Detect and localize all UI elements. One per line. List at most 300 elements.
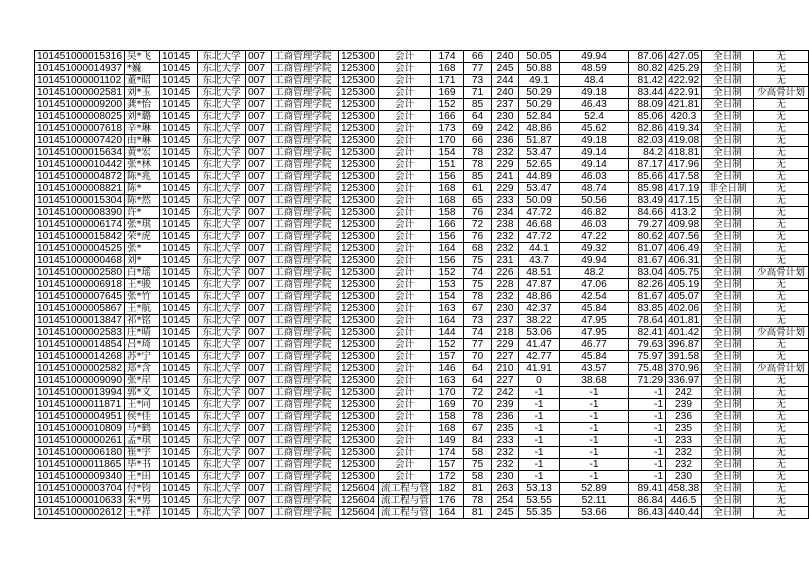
dept-name-cell: 工商管理学院 [272, 351, 339, 363]
school-name-cell: 东北大学 [198, 159, 246, 171]
final-score-cell: 230 [666, 471, 702, 483]
study-mode-cell: 全日制 [702, 51, 754, 63]
study-mode-cell: 全日制 [702, 507, 754, 519]
initial-total-cell: 236 [492, 411, 519, 423]
retest-score-1-cell: 43.7 [519, 255, 560, 267]
table-row [35, 243, 809, 255]
school-code-cell: 10145 [160, 435, 198, 447]
table-row [35, 159, 809, 171]
dept-name-cell: 工商管理学院 [272, 267, 339, 279]
retest-score-3-cell: 81.67 [629, 291, 666, 303]
candidate-id-cell: 101451000007645 [35, 291, 125, 303]
subject-score-1-cell: 156 [431, 231, 464, 243]
dept-code-cell: 007 [246, 411, 272, 423]
school-name-cell: 东北大学 [198, 375, 246, 387]
study-mode-cell: 全日制 [702, 327, 754, 339]
candidate-id-cell: 101451000015634 [35, 147, 125, 159]
dept-name-cell: 工商管理学院 [272, 99, 339, 111]
major-name-cell: 会计 [379, 75, 431, 87]
retest-score-1-cell: 50.05 [519, 51, 560, 63]
dept-name-cell: 工商管理学院 [272, 387, 339, 399]
name-cell: 白*瑶 [125, 267, 160, 279]
final-score-cell: 440.44 [666, 507, 702, 519]
dept-code-cell: 007 [246, 303, 272, 315]
retest-score-3-cell: 81.67 [629, 255, 666, 267]
dept-name-cell: 工商管理学院 [272, 195, 339, 207]
retest-score-2-cell: -1 [560, 435, 629, 447]
subject-score-1-cell: 166 [431, 111, 464, 123]
school-name-cell: 东北大学 [198, 459, 246, 471]
initial-total-cell: 240 [492, 87, 519, 99]
table-row [35, 435, 809, 447]
retest-score-3-cell: 86.43 [629, 507, 666, 519]
retest-score-2-cell: -1 [560, 423, 629, 435]
candidate-id-cell: 101451000015842 [35, 231, 125, 243]
retest-score-1-cell: 41.47 [519, 339, 560, 351]
special-plan-cell: 无 [754, 99, 809, 111]
study-mode-cell: 全日制 [702, 279, 754, 291]
dept-name-cell: 工商管理学院 [272, 507, 339, 519]
major-code-cell: 125300 [339, 195, 379, 207]
name-cell: 王*祥 [125, 507, 160, 519]
dept-name-cell: 工商管理学院 [272, 87, 339, 99]
school-name-cell: 东北大学 [198, 483, 246, 495]
initial-total-cell: 234 [492, 207, 519, 219]
subject-score-1-cell: 182 [431, 483, 464, 495]
retest-score-3-cell: -1 [629, 447, 666, 459]
subject-score-2-cell: 66 [464, 135, 492, 147]
special-plan-cell: 无 [754, 207, 809, 219]
retest-score-2-cell: -1 [560, 399, 629, 411]
retest-score-1-cell: 53.06 [519, 327, 560, 339]
major-code-cell: 125300 [339, 375, 379, 387]
candidate-id-cell: 101451000002612 [35, 507, 125, 519]
initial-total-cell: 227 [492, 375, 519, 387]
dept-name-cell: 工商管理学院 [272, 51, 339, 63]
retest-score-2-cell: 48.4 [560, 75, 629, 87]
school-name-cell: 东北大学 [198, 291, 246, 303]
initial-total-cell: 226 [492, 267, 519, 279]
candidate-id-cell: 101451000008025 [35, 111, 125, 123]
final-score-cell: 336.97 [666, 375, 702, 387]
study-mode-cell: 全日制 [702, 219, 754, 231]
subject-score-2-cell: 68 [464, 243, 492, 255]
retest-score-1-cell: 50.29 [519, 87, 560, 99]
final-score-cell: 233 [666, 435, 702, 447]
school-name-cell: 东北大学 [198, 435, 246, 447]
table-row [35, 363, 809, 375]
subject-score-1-cell: 164 [431, 243, 464, 255]
retest-score-2-cell: -1 [560, 471, 629, 483]
retest-score-2-cell: 43.57 [560, 363, 629, 375]
retest-score-3-cell: 71.29 [629, 375, 666, 387]
dept-name-cell: 工商管理学院 [272, 183, 339, 195]
major-name-cell: 会计 [379, 399, 431, 411]
retest-score-1-cell: 52.84 [519, 111, 560, 123]
school-code-cell: 10145 [160, 219, 198, 231]
study-mode-cell: 全日制 [702, 303, 754, 315]
major-code-cell: 125300 [339, 231, 379, 243]
retest-score-2-cell: 48.74 [560, 183, 629, 195]
school-code-cell: 10145 [160, 171, 198, 183]
school-name-cell: 东北大学 [198, 195, 246, 207]
school-code-cell: 10145 [160, 279, 198, 291]
dept-name-cell: 工商管理学院 [272, 231, 339, 243]
dept-name-cell: 工商管理学院 [272, 459, 339, 471]
major-code-cell: 125300 [339, 159, 379, 171]
retest-score-2-cell: 49.94 [560, 255, 629, 267]
dept-code-cell: 007 [246, 291, 272, 303]
retest-score-1-cell: 52.65 [519, 159, 560, 171]
dept-name-cell: 工商管理学院 [272, 363, 339, 375]
retest-score-1-cell: 55.35 [519, 507, 560, 519]
subject-score-2-cell: 78 [464, 147, 492, 159]
school-name-cell: 东北大学 [198, 327, 246, 339]
candidate-id-cell: 101451000013994 [35, 387, 125, 399]
major-name-cell: 会计 [379, 279, 431, 291]
candidate-id-cell: 101451000014268 [35, 351, 125, 363]
subject-score-1-cell: 171 [431, 75, 464, 87]
special-plan-cell: 无 [754, 351, 809, 363]
candidate-id-cell: 101451000002582 [35, 363, 125, 375]
table-row [35, 327, 809, 339]
major-code-cell: 125300 [339, 291, 379, 303]
dept-code-cell: 007 [246, 495, 272, 507]
dept-code-cell: 007 [246, 351, 272, 363]
retest-score-2-cell: 53.66 [560, 507, 629, 519]
dept-name-cell: 工商管理学院 [272, 339, 339, 351]
candidate-id-cell: 101451000006180 [35, 447, 125, 459]
retest-score-1-cell: -1 [519, 423, 560, 435]
final-score-cell: 232 [666, 447, 702, 459]
retest-score-3-cell: 81.07 [629, 243, 666, 255]
retest-score-3-cell: -1 [629, 459, 666, 471]
final-score-cell: 417.19 [666, 183, 702, 195]
retest-score-1-cell: -1 [519, 435, 560, 447]
dept-code-cell: 007 [246, 267, 272, 279]
name-cell: 刘* [125, 255, 160, 267]
subject-score-1-cell: 168 [431, 423, 464, 435]
dept-name-cell: 工商管理学院 [272, 435, 339, 447]
retest-score-3-cell: 87.06 [629, 51, 666, 63]
candidate-id-cell: 101451000004872 [35, 171, 125, 183]
major-code-cell: 125300 [339, 183, 379, 195]
school-code-cell: 10145 [160, 375, 198, 387]
table-row [35, 339, 809, 351]
retest-score-1-cell: 53.55 [519, 495, 560, 507]
retest-score-2-cell: 49.14 [560, 147, 629, 159]
table-row [35, 387, 809, 399]
final-score-cell: 418.81 [666, 147, 702, 159]
study-mode-cell: 全日制 [702, 387, 754, 399]
dept-code-cell: 007 [246, 243, 272, 255]
major-code-cell: 125604 [339, 507, 379, 519]
candidate-id-cell: 101451000001102 [35, 75, 125, 87]
retest-score-3-cell: 83.85 [629, 303, 666, 315]
school-name-cell: 东北大学 [198, 267, 246, 279]
study-mode-cell: 全日制 [702, 435, 754, 447]
special-plan-cell: 无 [754, 483, 809, 495]
dept-code-cell: 007 [246, 99, 272, 111]
retest-score-2-cell: 46.03 [560, 171, 629, 183]
subject-score-2-cell: 81 [464, 483, 492, 495]
initial-total-cell: 232 [492, 447, 519, 459]
retest-score-2-cell: 49.18 [560, 135, 629, 147]
retest-score-3-cell: 82.41 [629, 327, 666, 339]
table-row [35, 291, 809, 303]
school-code-cell: 10145 [160, 63, 198, 75]
initial-total-cell: 230 [492, 303, 519, 315]
retest-score-1-cell: 48.86 [519, 291, 560, 303]
retest-score-3-cell: 78.64 [629, 315, 666, 327]
school-code-cell: 10145 [160, 291, 198, 303]
subject-score-2-cell: 66 [464, 51, 492, 63]
major-name-cell: 会计 [379, 123, 431, 135]
special-plan-cell: 无 [754, 303, 809, 315]
final-score-cell: 396.87 [666, 339, 702, 351]
table-row [35, 507, 809, 519]
candidate-id-cell: 101451000000261 [35, 435, 125, 447]
candidate-id-cell: 101451000005867 [35, 303, 125, 315]
dept-code-cell: 007 [246, 183, 272, 195]
subject-score-1-cell: 170 [431, 135, 464, 147]
candidate-id-cell: 101451000008390 [35, 207, 125, 219]
special-plan-cell: 无 [754, 447, 809, 459]
subject-score-2-cell: 75 [464, 255, 492, 267]
dept-code-cell: 007 [246, 375, 272, 387]
study-mode-cell: 全日制 [702, 255, 754, 267]
retest-score-3-cell: 75.97 [629, 351, 666, 363]
subject-score-2-cell: 74 [464, 267, 492, 279]
subject-score-1-cell: 158 [431, 411, 464, 423]
retest-score-2-cell: -1 [560, 411, 629, 423]
retest-score-2-cell: 45.84 [560, 351, 629, 363]
subject-score-1-cell: 158 [431, 207, 464, 219]
candidate-id-cell: 101451000007420 [35, 135, 125, 147]
table-row [35, 63, 809, 75]
school-code-cell: 10145 [160, 471, 198, 483]
table-row [35, 315, 809, 327]
table-row [35, 147, 809, 159]
major-code-cell: 125300 [339, 327, 379, 339]
retest-score-2-cell: 47.95 [560, 327, 629, 339]
dept-code-cell: 007 [246, 471, 272, 483]
candidate-id-cell: 101451000002580 [35, 267, 125, 279]
retest-score-1-cell: 53.13 [519, 483, 560, 495]
retest-score-1-cell: 49.1 [519, 75, 560, 87]
special-plan-cell: 无 [754, 423, 809, 435]
special-plan-cell: 无 [754, 255, 809, 267]
table-row [35, 111, 809, 123]
dept-code-cell: 007 [246, 75, 272, 87]
retest-score-2-cell: 49.18 [560, 87, 629, 99]
school-name-cell: 东北大学 [198, 279, 246, 291]
subject-score-2-cell: 74 [464, 327, 492, 339]
dept-code-cell: 007 [246, 159, 272, 171]
table-row [35, 195, 809, 207]
name-cell: 孟*琪 [125, 435, 160, 447]
initial-total-cell: 229 [492, 159, 519, 171]
initial-total-cell: 240 [492, 51, 519, 63]
school-name-cell: 东北大学 [198, 171, 246, 183]
major-code-cell: 125300 [339, 207, 379, 219]
study-mode-cell: 全日制 [702, 195, 754, 207]
final-score-cell: 419.34 [666, 123, 702, 135]
dept-name-cell: 工商管理学院 [272, 495, 339, 507]
final-score-cell: 458.38 [666, 483, 702, 495]
retest-score-2-cell: 49.32 [560, 243, 629, 255]
subject-score-2-cell: 70 [464, 351, 492, 363]
final-score-cell: 401.81 [666, 315, 702, 327]
table-row [35, 459, 809, 471]
subject-score-1-cell: 153 [431, 279, 464, 291]
subject-score-1-cell: 168 [431, 63, 464, 75]
subject-score-1-cell: 157 [431, 459, 464, 471]
candidate-id-cell: 101451000010809 [35, 423, 125, 435]
name-cell: 张*琪 [125, 219, 160, 231]
score-table [34, 50, 809, 519]
school-name-cell: 东北大学 [198, 363, 246, 375]
dept-name-cell: 工商管理学院 [272, 483, 339, 495]
dept-name-cell: 工商管理学院 [272, 63, 339, 75]
retest-score-2-cell: 48.59 [560, 63, 629, 75]
subject-score-2-cell: 75 [464, 459, 492, 471]
retest-score-2-cell: 46.43 [560, 99, 629, 111]
study-mode-cell: 全日制 [702, 423, 754, 435]
subject-score-2-cell: 58 [464, 471, 492, 483]
dept-code-cell: 007 [246, 231, 272, 243]
special-plan-cell: 无 [754, 111, 809, 123]
name-cell: 崔*宇 [125, 447, 160, 459]
retest-score-2-cell: -1 [560, 387, 629, 399]
subject-score-1-cell: 174 [431, 447, 464, 459]
special-plan-cell: 无 [754, 279, 809, 291]
major-name-cell: 会计 [379, 147, 431, 159]
initial-total-cell: 242 [492, 123, 519, 135]
subject-score-2-cell: 81 [464, 507, 492, 519]
retest-score-3-cell: 82.26 [629, 279, 666, 291]
dept-name-cell: 工商管理学院 [272, 219, 339, 231]
study-mode-cell: 全日制 [702, 483, 754, 495]
dept-code-cell: 007 [246, 51, 272, 63]
subject-score-1-cell: 168 [431, 195, 464, 207]
retest-score-3-cell: 83.04 [629, 267, 666, 279]
name-cell: 郑*含 [125, 363, 160, 375]
school-name-cell: 东北大学 [198, 423, 246, 435]
subject-score-1-cell: 163 [431, 303, 464, 315]
name-cell: 陈*然 [125, 195, 160, 207]
initial-total-cell: 231 [492, 255, 519, 267]
name-cell: 庄*晴 [125, 327, 160, 339]
special-plan-cell: 无 [754, 243, 809, 255]
dept-name-cell: 工商管理学院 [272, 423, 339, 435]
dept-code-cell: 007 [246, 147, 272, 159]
final-score-cell: 406.31 [666, 255, 702, 267]
study-mode-cell: 全日制 [702, 75, 754, 87]
retest-score-3-cell: -1 [629, 399, 666, 411]
subject-score-2-cell: 64 [464, 363, 492, 375]
major-name-cell: 会计 [379, 387, 431, 399]
name-cell: 龚*怡 [125, 99, 160, 111]
table-row [35, 447, 809, 459]
name-cell: 董*昭 [125, 75, 160, 87]
school-name-cell: 东北大学 [198, 471, 246, 483]
school-name-cell: 东北大学 [198, 507, 246, 519]
major-code-cell: 125300 [339, 147, 379, 159]
retest-score-3-cell: 80.62 [629, 231, 666, 243]
major-name-cell: 会计 [379, 171, 431, 183]
initial-total-cell: 245 [492, 507, 519, 519]
dept-code-cell: 007 [246, 459, 272, 471]
school-code-cell: 10145 [160, 147, 198, 159]
school-code-cell: 10145 [160, 447, 198, 459]
table-row [35, 135, 809, 147]
school-code-cell: 10145 [160, 195, 198, 207]
retest-score-1-cell: -1 [519, 399, 560, 411]
school-name-cell: 东北大学 [198, 123, 246, 135]
study-mode-cell: 全日制 [702, 267, 754, 279]
special-plan-cell: 无 [754, 159, 809, 171]
retest-score-2-cell: 42.54 [560, 291, 629, 303]
retest-score-3-cell: 85.98 [629, 183, 666, 195]
table-row [35, 411, 809, 423]
school-code-cell: 10145 [160, 135, 198, 147]
retest-score-2-cell: 49.14 [560, 159, 629, 171]
subject-score-1-cell: 151 [431, 159, 464, 171]
major-code-cell: 125300 [339, 51, 379, 63]
retest-score-2-cell: 47.06 [560, 279, 629, 291]
candidate-id-cell: 101451000014937 [35, 63, 125, 75]
name-cell: 张*岸 [125, 375, 160, 387]
school-code-cell: 10145 [160, 327, 198, 339]
final-score-cell: 419.08 [666, 135, 702, 147]
final-score-cell: 235 [666, 423, 702, 435]
dept-name-cell: 工商管理学院 [272, 207, 339, 219]
initial-total-cell: 230 [492, 471, 519, 483]
major-name-cell: 会计 [379, 267, 431, 279]
subject-score-2-cell: 67 [464, 423, 492, 435]
school-code-cell: 10145 [160, 231, 198, 243]
dept-code-cell: 007 [246, 315, 272, 327]
subject-score-2-cell: 78 [464, 495, 492, 507]
candidate-id-cell: 101451000004951 [35, 411, 125, 423]
school-name-cell: 东北大学 [198, 51, 246, 63]
retest-score-3-cell: 83.44 [629, 87, 666, 99]
special-plan-cell: 无 [754, 459, 809, 471]
major-name-cell: 流工程与管 [379, 507, 431, 519]
major-name-cell: 会计 [379, 327, 431, 339]
dept-name-cell: 工商管理学院 [272, 255, 339, 267]
initial-total-cell: 245 [492, 63, 519, 75]
dept-code-cell: 007 [246, 171, 272, 183]
school-code-cell: 10145 [160, 399, 198, 411]
school-code-cell: 10145 [160, 87, 198, 99]
candidate-id-cell: 101451000002583 [35, 327, 125, 339]
study-mode-cell: 全日制 [702, 171, 754, 183]
final-score-cell: 406.49 [666, 243, 702, 255]
dept-name-cell: 工商管理学院 [272, 447, 339, 459]
major-name-cell: 会计 [379, 111, 431, 123]
candidate-id-cell: 101451000006174 [35, 219, 125, 231]
subject-score-1-cell: 149 [431, 435, 464, 447]
major-name-cell: 会计 [379, 63, 431, 75]
initial-total-cell: 244 [492, 75, 519, 87]
name-cell: 郭*文 [125, 387, 160, 399]
special-plan-cell: 无 [754, 135, 809, 147]
candidate-id-cell: 101451000009200 [35, 99, 125, 111]
major-code-cell: 125300 [339, 411, 379, 423]
final-score-cell: 421.81 [666, 99, 702, 111]
